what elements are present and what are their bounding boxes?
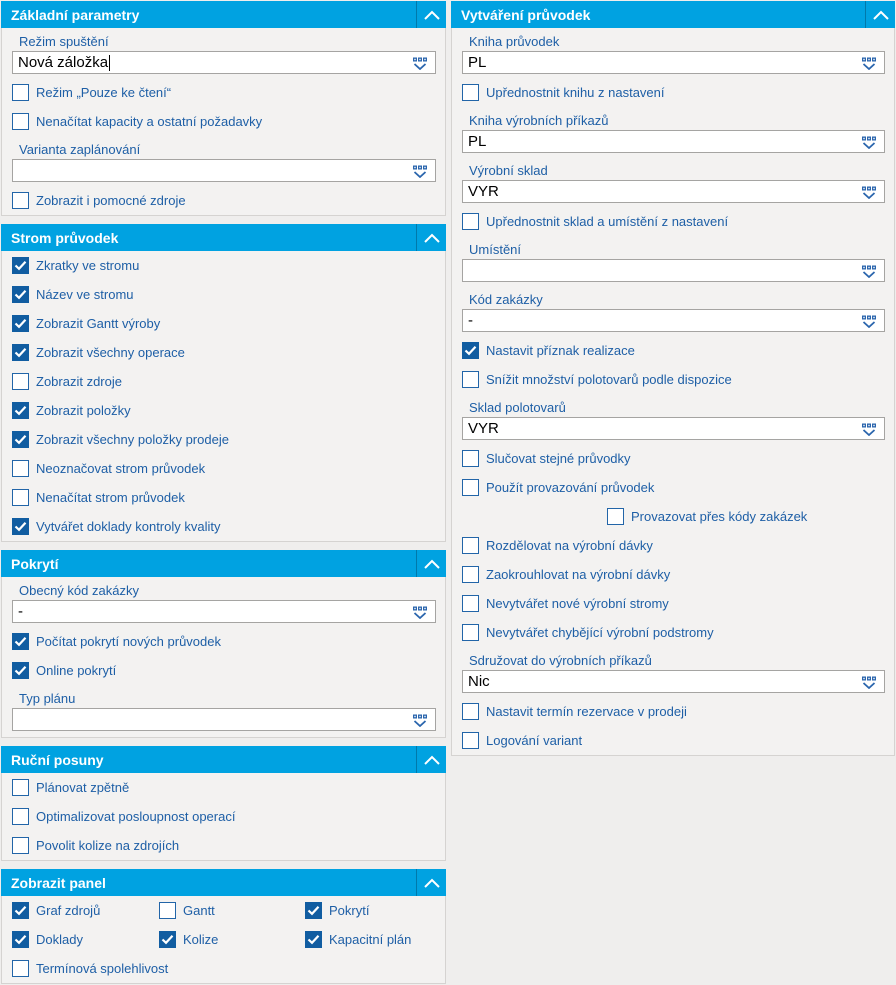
checkbox[interactable]: [12, 373, 29, 390]
section-title: Zobrazit panel: [11, 874, 106, 891]
panel-toggle-grid: [12, 902, 436, 977]
section-header-rucni-posuny[interactable]: [1, 746, 446, 773]
checkbox-row: [462, 703, 885, 720]
combobox[interactable]: [462, 259, 885, 282]
checkbox-row: [305, 902, 436, 919]
checkbox-row: [462, 624, 885, 641]
checkbox-label: Počítat pokrytí nových průvodek: [36, 634, 221, 649]
checkbox[interactable]: [12, 808, 29, 825]
collapse-button[interactable]: [416, 746, 446, 773]
field-label: Kód zakázky: [469, 292, 543, 307]
field-label: Sklad polotovarů: [469, 400, 566, 415]
combobox-value: -: [468, 312, 473, 329]
checkbox-label: Název ve stromu: [36, 287, 134, 302]
field: [462, 113, 885, 153]
checkbox-row: [12, 837, 436, 854]
check-icon: [14, 665, 27, 676]
checkbox-row: [12, 808, 436, 825]
section-zakladni-parametry: [1, 1, 446, 216]
checkbox[interactable]: [12, 960, 29, 977]
checkbox-row: [159, 902, 305, 919]
checkbox-row: [12, 286, 436, 303]
combobox-value: VYR: [468, 183, 499, 200]
checkbox[interactable]: [462, 732, 479, 749]
checkbox[interactable]: [12, 662, 29, 679]
checkbox[interactable]: [462, 479, 479, 496]
combobox[interactable]: [462, 670, 885, 693]
chevron-up-icon: [422, 877, 442, 889]
section-zobrazit-panel: [1, 869, 446, 984]
check-icon: [307, 905, 320, 916]
combobox[interactable]: [462, 130, 885, 153]
checkbox[interactable]: [305, 931, 322, 948]
section-body: [2, 896, 445, 983]
check-icon: [14, 405, 27, 416]
checkbox-row: [159, 931, 305, 948]
checkbox-row: [12, 373, 436, 390]
checkbox-row: [462, 595, 885, 612]
checkbox[interactable]: [462, 595, 479, 612]
combobox-value: -: [18, 603, 23, 620]
checkbox-label: Online pokrytí: [36, 663, 117, 678]
field-label: Výrobní sklad: [469, 163, 548, 178]
checkbox-row: [12, 489, 436, 506]
combobox[interactable]: [462, 417, 885, 440]
check-icon: [307, 934, 320, 945]
check-icon: [464, 345, 477, 356]
checkbox[interactable]: [12, 633, 29, 650]
text-caret: [109, 55, 110, 71]
checkbox-label: Nenačítat strom průvodek: [36, 490, 185, 505]
checkbox[interactable]: [12, 113, 29, 130]
checkbox-row: [12, 402, 436, 419]
field: [12, 583, 436, 623]
section-header-vytvareni-pruvodek[interactable]: [451, 1, 895, 28]
check-icon: [14, 905, 27, 916]
checkbox-row: [12, 460, 436, 477]
checkbox-label: Nevytvářet chybějící výrobní podstromy: [486, 625, 714, 640]
checkbox-row: [305, 931, 436, 948]
checkbox[interactable]: [607, 508, 624, 525]
checkbox-label: Snížit množství polotovarů podle dispozice: [486, 372, 732, 387]
field-label: Kniha výrobních příkazů: [469, 113, 609, 128]
field: [462, 292, 885, 332]
checkbox-label: Zobrazit všechny položky prodeje: [36, 432, 229, 447]
checkbox-row: [12, 902, 159, 919]
checkbox[interactable]: [12, 315, 29, 332]
checkbox-label: Upřednostnit knihu z nastavení: [486, 85, 665, 100]
checkbox[interactable]: [12, 902, 29, 919]
field: [462, 400, 885, 440]
chevron-up-icon: [422, 754, 442, 766]
checkbox-row: [12, 633, 436, 650]
checkbox-label: Logování variant: [486, 733, 583, 748]
combobox[interactable]: [462, 180, 885, 203]
checkbox-label: Zobrazit i pomocné zdroje: [36, 193, 186, 208]
checkbox[interactable]: [159, 931, 176, 948]
dropdown-icon: [412, 55, 428, 70]
checkbox-label: Kapacitní plán: [329, 932, 412, 947]
checkbox-row: [12, 960, 169, 977]
checkbox-label: Nastavit příznak realizace: [486, 343, 635, 358]
combobox-value: PL: [468, 54, 487, 71]
checkbox-row: [462, 450, 885, 467]
chevron-up-icon: [422, 9, 442, 21]
checkbox-row: [12, 779, 436, 796]
checkbox-label: Provazovat přes kódy zakázek: [631, 509, 808, 524]
dropdown-icon: [861, 421, 877, 436]
checkbox-row: [12, 931, 159, 948]
checkbox-label: Zaokrouhlovat na výrobní dávky: [486, 567, 671, 582]
checkbox-label: Optimalizovat posloupnost operací: [36, 809, 236, 824]
checkbox-label: Plánovat zpětně: [36, 780, 130, 795]
section-pokryti: [1, 550, 446, 738]
section-body: [452, 28, 894, 755]
check-icon: [161, 934, 174, 945]
checkbox-label: Zobrazit položky: [36, 403, 131, 418]
chevron-up-icon: [422, 232, 442, 244]
checkbox[interactable]: [462, 342, 479, 359]
checkbox[interactable]: [12, 431, 29, 448]
chevron-up-icon: [422, 558, 442, 570]
check-icon: [14, 934, 27, 945]
section-rucni-posuny: [1, 746, 446, 861]
combobox-value: Nic: [468, 673, 490, 690]
section-title: Strom průvodek: [11, 229, 119, 246]
field: [462, 242, 885, 282]
checkbox[interactable]: [462, 703, 479, 720]
checkbox[interactable]: [12, 489, 29, 506]
checkbox-row: [12, 662, 436, 679]
checkbox-label: Neoznačovat strom průvodek: [36, 461, 206, 476]
dropdown-icon: [861, 134, 877, 149]
checkbox-row: [462, 371, 885, 388]
checkbox[interactable]: [12, 344, 29, 361]
section-header-pokryti[interactable]: [1, 550, 446, 577]
field-label: Sdružovat do výrobních příkazů: [469, 653, 652, 668]
checkbox[interactable]: [12, 286, 29, 303]
checkbox-label: Nevytvářet nové výrobní stromy: [486, 596, 669, 611]
field-label: Typ plánu: [19, 691, 76, 706]
section-title: Pokrytí: [11, 555, 59, 572]
field: [12, 691, 436, 731]
combobox-value: Nová záložka: [18, 54, 109, 71]
check-icon: [14, 347, 27, 358]
combobox-value: VYR: [468, 420, 499, 437]
section-header-zakladni-parametry[interactable]: [1, 1, 446, 28]
checkbox-label: Termínová spolehlivost: [36, 961, 169, 976]
checkbox[interactable]: [462, 84, 479, 101]
checkbox-row: [462, 732, 885, 749]
field-label: Obecný kód zakázky: [19, 583, 139, 598]
checkbox-label: Nenačítat kapacity a ostatní požadavky: [36, 114, 263, 129]
left-column: [1, 1, 446, 984]
checkbox-row: [12, 315, 436, 332]
check-icon: [14, 434, 27, 445]
checkbox-row: [12, 113, 436, 130]
checkbox[interactable]: [12, 192, 29, 209]
checkbox[interactable]: [12, 402, 29, 419]
checkbox-label: Povolit kolize na zdrojích: [36, 838, 180, 853]
checkbox-row: [12, 257, 436, 274]
checkbox-row: [12, 84, 436, 101]
field-label: Režim spuštění: [19, 34, 109, 49]
right-column: [451, 1, 895, 756]
combobox[interactable]: [12, 51, 436, 74]
checkbox-row: [462, 213, 885, 230]
section-vytvareni-pruvodek: [451, 1, 895, 756]
section-strom-pruvodek: [1, 224, 446, 542]
checkbox-label: Gantt: [183, 903, 215, 918]
checkbox-label: Použít provazování průvodek: [486, 480, 655, 495]
field: [462, 34, 885, 74]
checkbox[interactable]: [12, 460, 29, 477]
checkbox-row: [462, 537, 885, 554]
field: [462, 163, 885, 203]
checkbox[interactable]: [159, 902, 176, 919]
dropdown-icon: [861, 263, 877, 278]
field-label: Varianta zaplánování: [19, 142, 141, 157]
combobox[interactable]: [12, 708, 436, 731]
check-icon: [14, 636, 27, 647]
checkbox-label: Zkratky ve stromu: [36, 258, 140, 273]
checkbox-label: Slučovat stejné průvodky: [486, 451, 631, 466]
checkbox-row: [12, 431, 436, 448]
checkbox-label: Zobrazit všechny operace: [36, 345, 185, 360]
checkbox-row: [462, 479, 885, 496]
checkbox[interactable]: [462, 450, 479, 467]
section-title: Vytváření průvodek: [461, 6, 591, 23]
section-title: Základní parametry: [11, 6, 140, 23]
collapse-button[interactable]: [865, 1, 895, 28]
checkbox[interactable]: [12, 84, 29, 101]
checkbox[interactable]: [462, 624, 479, 641]
combobox[interactable]: [12, 600, 436, 623]
dropdown-icon: [861, 674, 877, 689]
checkbox-row: [12, 518, 436, 535]
checkbox[interactable]: [12, 837, 29, 854]
checkbox-label: Kolize: [183, 932, 219, 947]
dropdown-icon: [412, 712, 428, 727]
dropdown-icon: [412, 604, 428, 619]
checkbox-row: [12, 192, 436, 209]
checkbox-row: [462, 342, 885, 359]
checkbox[interactable]: [12, 518, 29, 535]
collapse-button[interactable]: [416, 869, 446, 896]
collapse-button[interactable]: [416, 550, 446, 577]
checkbox-label: Režim „Pouze ke čtení“: [36, 85, 172, 100]
dropdown-icon: [861, 184, 877, 199]
checkbox-label: Vytvářet doklady kontroly kvality: [36, 519, 221, 534]
checkbox-label: Zobrazit Gantt výroby: [36, 316, 161, 331]
checkbox-label: Doklady: [36, 932, 83, 947]
check-icon: [14, 318, 27, 329]
field: [12, 142, 436, 182]
chevron-up-icon: [871, 9, 891, 21]
section-header-zobrazit-panel[interactable]: [1, 869, 446, 896]
combobox[interactable]: [462, 51, 885, 74]
checkbox-row: [607, 508, 885, 525]
checkbox[interactable]: [12, 931, 29, 948]
checkbox[interactable]: [462, 537, 479, 554]
checkbox[interactable]: [462, 371, 479, 388]
combobox[interactable]: [12, 159, 436, 182]
section-header-strom-pruvodek[interactable]: [1, 224, 446, 251]
checkbox-label: Pokrytí: [329, 903, 370, 918]
field-label: Kniha průvodek: [469, 34, 560, 49]
checkbox[interactable]: [12, 257, 29, 274]
section-body: [2, 773, 445, 860]
checkbox-label: Zobrazit zdroje: [36, 374, 122, 389]
collapse-button[interactable]: [416, 1, 446, 28]
checkbox-row: [462, 84, 885, 101]
checkbox-row: [462, 566, 885, 583]
section-body: [2, 251, 445, 541]
field: [462, 653, 885, 693]
checkbox-label: Nastavit termín rezervace v prodeji: [486, 704, 687, 719]
combobox-value: PL: [468, 133, 487, 150]
section-body: [2, 577, 445, 737]
checkbox-label: Rozdělovat na výrobní dávky: [486, 538, 653, 553]
check-icon: [14, 521, 27, 532]
checkbox[interactable]: [462, 566, 479, 583]
checkbox-label: Graf zdrojů: [36, 903, 101, 918]
checkbox[interactable]: [462, 213, 479, 230]
checkbox-label: Upřednostnit sklad a umístění z nastavení: [486, 214, 729, 229]
dropdown-icon: [861, 313, 877, 328]
combobox[interactable]: [462, 309, 885, 332]
collapse-button[interactable]: [416, 224, 446, 251]
dropdown-icon: [861, 55, 877, 70]
field-label: Umístění: [469, 242, 522, 257]
check-icon: [14, 260, 27, 271]
dropdown-icon: [412, 163, 428, 178]
section-body: [2, 28, 445, 215]
section-title: Ruční posuny: [11, 751, 104, 768]
field: [12, 34, 436, 74]
check-icon: [14, 289, 27, 300]
checkbox-row: [12, 344, 436, 361]
checkbox[interactable]: [305, 902, 322, 919]
checkbox[interactable]: [12, 779, 29, 796]
